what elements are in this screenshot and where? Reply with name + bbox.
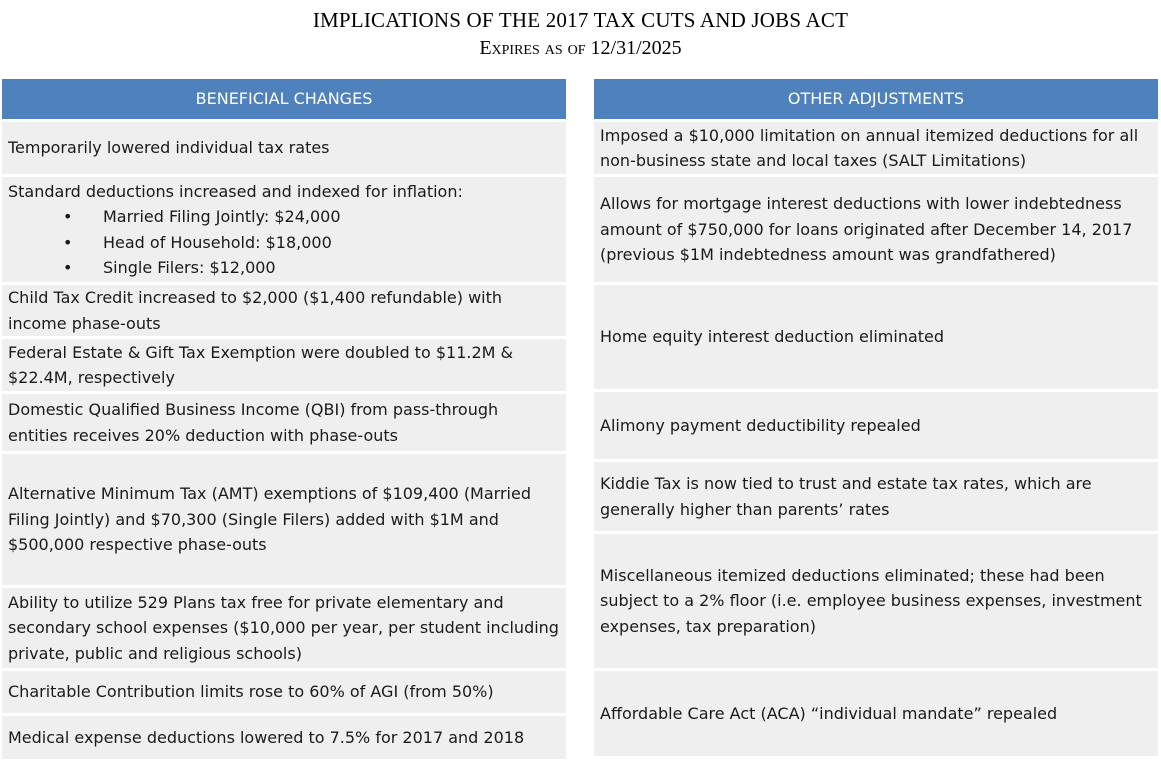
table-row — [594, 462, 1158, 531]
row-text: Child Tax Credit increased to $2,000 ($1,400 refundable) with income phase-outs — [8, 288, 503, 333]
row-text: Imposed a $10,000 limitation on annual itemized deductions for all non-business state and local taxes (SALT Limitations) — [600, 125, 1139, 170]
row-text: Home equity interest deduction eliminated — [600, 327, 945, 347]
other-adjustments-column — [594, 79, 1158, 756]
row-text: Medical expense deductions lowered to 7.5% for 2017 and 2018 — [8, 727, 525, 747]
row-text: Federal Estate & Gift Tax Exemption were doubled to $11.2M & $22.4M, respectively — [8, 342, 513, 387]
table-row — [2, 394, 566, 451]
row-text: Charitable Contribution limits rose to 60% of AGI (from 50%) — [8, 682, 494, 702]
bullet-icon: • — [63, 232, 73, 252]
title-main: IMPLICATIONS OF THE 2017 TAX CUTS AND JOBS ACT — [312, 8, 849, 32]
bullet-icon: • — [63, 207, 73, 226]
bullet-icon: • — [63, 258, 73, 277]
table-row — [2, 716, 566, 759]
table-row — [2, 454, 566, 585]
table-row — [2, 588, 566, 668]
table-row — [594, 177, 1158, 282]
table-row — [2, 671, 566, 713]
row-text: Domestic Qualified Business Income (QBI) from pass-through entities receives 20% deduction with phase-outs — [8, 400, 499, 445]
row-text: Allows for mortgage interest deductions with lower indebtedness amount of $750,000 for loans originated after December 14, 2017 (previous $1M indebtedness amount was grandfathered) — [600, 194, 1133, 265]
bullet-text: Married Filing Jointly: $24,000 — [103, 207, 341, 226]
document-title — [0, 6, 1161, 62]
bullet-text: Single Filers: $12,000 — [103, 258, 276, 277]
table-row — [2, 339, 566, 391]
row-text: Standard deductions increased and indexed for inflation: — [8, 181, 463, 201]
table-row — [594, 671, 1158, 756]
bullet-text: Head of Household: $18,000 — [103, 232, 332, 252]
list-item — [8, 230, 560, 256]
row-text: Kiddie Tax is now tied to trust and estate tax rates, which are generally higher than parents’ rates — [600, 474, 1092, 519]
table-row — [2, 285, 566, 336]
table-row — [594, 122, 1158, 174]
beneficial-changes-header: BENEFICIAL CHANGES — [2, 79, 566, 119]
row-text: Alternative Minimum Tax (AMT) exemptions of $109,400 (Married Filing Jointly) and $70,300 (Single Filers) added with $1M and $500,000 respective phase-outs — [8, 484, 531, 555]
list-item — [8, 255, 560, 281]
table-row — [594, 534, 1158, 668]
row-text: Affordable Care Act (ACA) “individual mandate” repealed — [600, 703, 1058, 723]
table-row — [2, 122, 566, 174]
list-item — [8, 204, 560, 230]
row-text: Alimony payment deductibility repealed — [600, 415, 921, 435]
title-subtitle: Expires as of 12/31/2025 — [479, 37, 682, 59]
table-row — [2, 177, 566, 282]
row-text: Temporarily lowered individual tax rates — [8, 138, 330, 158]
bullet-list — [8, 204, 560, 281]
table-row — [594, 285, 1158, 389]
table-row — [594, 392, 1158, 459]
row-text: Ability to utilize 529 Plans tax free for private elementary and secondary school expenses ($10,000 per year, per student including private, public and religious schools) — [8, 592, 559, 663]
beneficial-changes-column — [2, 79, 566, 759]
other-adjustments-header: OTHER ADJUSTMENTS — [594, 79, 1158, 119]
row-text: Miscellaneous itemized deductions eliminated; these had been subject to a 2% floor (i.e. employee business expenses, investment expenses, tax preparation) — [600, 565, 1142, 636]
